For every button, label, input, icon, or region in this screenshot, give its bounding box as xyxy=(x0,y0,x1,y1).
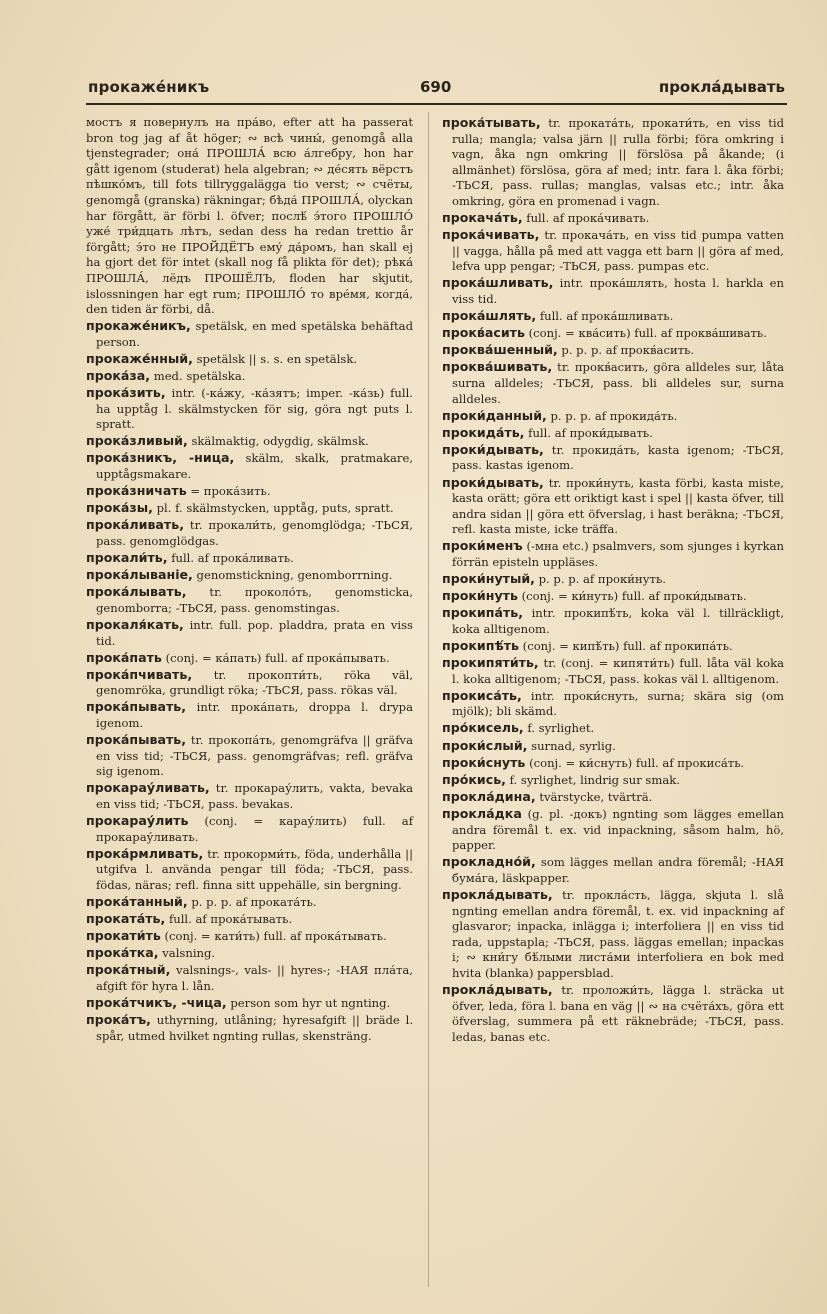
entry-definition: skälmaktig, odygdig, skälmsk. xyxy=(191,434,369,449)
entry-headword: прокла́дывать, xyxy=(442,886,553,902)
entry-headword: прокарау́ливать, xyxy=(86,780,210,796)
dictionary-entry xyxy=(442,210,784,227)
entry-definition: full. af прока́шливать. xyxy=(539,309,674,324)
entry-definition: tvärstycke, tvärträ. xyxy=(539,789,653,804)
entry-headword: прокла́дина, xyxy=(442,788,536,804)
dictionary-entry xyxy=(442,688,784,720)
entry-headword: прока́рмливать, xyxy=(86,845,204,861)
entry-definition: tr. проколо́ть, genomsticka, genomborra; -ТЬСЯ, pass. genomstingas. xyxy=(96,585,413,615)
entry-definition: tr. прокопа́ть, genomgräfva || gräfva en viss tid; -ТЬСЯ, pass. genomgräfvas; refl. gräfva sig igenom. xyxy=(96,733,414,779)
dictionary-entry xyxy=(86,911,413,928)
entry-headword: прокиса́ть, xyxy=(442,687,522,703)
entry-definition: tr. прокопти́ть, röka väl, genomröka, grundligt röka; -ТЬСЯ, pass. rökas väl. xyxy=(96,667,414,698)
entry-headword: прокипяти́ть, xyxy=(442,655,539,671)
entry-definition: tr. проки́нуть, kasta förbi, kasta miste, kasta orätt; göra ett oriktigt kast i spel || kasta öfver, till andra sidan || göra ett öfverslag, i hast beräkna; -ТЬСЯ, refl. kasta miste, icke träffa. xyxy=(452,475,784,537)
header-rule xyxy=(86,103,787,105)
entry-headword: проки́нутый, xyxy=(442,571,535,587)
entry-definition: person som hyr ut ngnting. xyxy=(230,996,391,1011)
entry-headword: прока́ливать, xyxy=(86,517,184,533)
entry-definition: intr. (-ка́жу, -ка́зятъ; imper. -ка́зь) full. ha upptåg l. skälmstycken för sig, göra ngt puts l. spratt. xyxy=(96,386,413,432)
entry-definition: som lägges mellan andra föremål; -НАЯ бума́га, läskpapper. xyxy=(452,855,784,885)
entry-headword: прока́шлять, xyxy=(442,308,537,324)
dictionary-entry xyxy=(86,483,413,500)
entry-definition: мостъ я повернулъ на пра́во, efter att ha passerat bron tog jag af åt höger; ∾ всѣ чины́, genomgå alla tjenstegrader; она́ ПРОШЛА́ всю а́лгебру, hon har gått igenom (studerat) hela algebran; ∾ де́сять вёрстъ пѣшко́мъ, till fots tillryggalägga tio verst; ∾ счёты, genomgå (granska) räkningar; бѣда́ ПРОШЛА́, olyckan har förgått, är förbi l. öfver; послѣ́ э́того ПРОШЛО́ уже́ три́дцать лѣтъ, sedan dess ha redan trettio år förgått; э́то не ПРОЙДЁТЪ ему́ да́ромъ, han skall ej ha gjort det för intet (skall nog få plikta för det); рѣка́ ПРОШЛА́, лёдъ ПРОШЁЛЪ, floden har skjutit, islossningen har egt rum; ПРОШЛО́ то вре́мя, когда́, den tiden är förbi, då. xyxy=(86,115,413,317)
dictionary-entry xyxy=(442,588,784,605)
dictionary-entry xyxy=(442,738,784,755)
entry-definition: intr. full. pop. pladdra, prata en viss tid. xyxy=(96,617,413,648)
entry-definition: tr. прокорми́ть, föda, underhålla || utgifva l. använda pengar till föda; -ТЬСЯ, pass. födas, näras; refl. finna sitt uppehälle, sin bergning. xyxy=(96,846,413,892)
entry-headword: прока́тывать, xyxy=(442,115,541,130)
running-header xyxy=(88,78,785,104)
entry-headword: прока́пать xyxy=(86,649,162,665)
dictionary-entry xyxy=(86,318,413,350)
entry-definition: (conj. = ква́сить) full. af проква́шивать. xyxy=(528,326,767,341)
dictionary-entry xyxy=(442,325,784,342)
entry-headword: прока́зникъ, -ница, xyxy=(86,450,235,466)
dictionary-entry xyxy=(442,425,784,442)
entry-headword: прокипѣ́ть xyxy=(442,638,519,653)
dictionary-entry xyxy=(442,755,784,772)
entry-definition: (conj. = ки́снуть) full. af прокиса́ть. xyxy=(529,755,745,770)
entry-definition: intr. проки́снуть, surna; skära sig (om mjölk); bli skämd. xyxy=(452,688,784,719)
dictionary-entry xyxy=(86,894,413,911)
dictionary-entry xyxy=(442,275,784,307)
entry-headword: проки́нуть xyxy=(442,588,518,604)
entry-definition: tr. прокв́асить, göra alldeles sur, låta surna alldeles; -ТЬСЯ, pass. bli alldeles sur, surna alldeles. xyxy=(452,360,785,406)
entry-headword: прокла́дка xyxy=(442,805,522,821)
entry-headword: проква́шенный, xyxy=(442,342,558,358)
entry-headword: проката́ть, xyxy=(86,911,166,927)
dictionary-entry xyxy=(86,351,413,368)
dictionary-entry xyxy=(86,667,413,699)
entry-headword: проки́дывать, xyxy=(442,441,544,457)
entry-definition: full. af прока́тывать. xyxy=(168,912,293,927)
entry-definition: intr. прока́шлять, hosta l. harkla en viss tid. xyxy=(452,276,785,307)
entry-headword: прокаля́кать, xyxy=(86,616,184,632)
entry-headword: про́кисель, xyxy=(442,720,524,736)
left-column xyxy=(86,115,413,1285)
entry-definition: uthyrning, utlåning; hyresafgift || bräde l. spår, utmed hvilket ngnting rullas, skensträng. xyxy=(96,1013,413,1043)
entry-definition: tr. прокарау́лить, vakta, bevaka en viss tid; -ТЬСЯ, pass. bevakas. xyxy=(96,781,413,811)
entry-definition: (-мна etc.) psalmvers, som sjunges i kyrkan förrän episteln uppläses. xyxy=(452,539,785,570)
dictionary-entry xyxy=(442,442,784,474)
dictionary-entry xyxy=(86,584,413,616)
dictionary-entry xyxy=(442,854,784,886)
dictionary-entry xyxy=(442,475,784,538)
dictionary-entry xyxy=(442,655,784,687)
entry-headword: прокида́ть, xyxy=(442,424,525,440)
entry-definition: (conj. = ки́нуть) full. af проки́дывать. xyxy=(521,589,747,604)
dictionary-entry xyxy=(86,732,413,780)
dictionary-entry xyxy=(86,385,413,433)
entry-definition: skälm, skalk, pratmakare, upptågsmakare. xyxy=(96,451,414,482)
dictionary-entry xyxy=(442,638,784,655)
dictionary-entry xyxy=(86,962,413,994)
entry-headword: прока́за, xyxy=(86,368,151,383)
entry-headword: прока́зы, xyxy=(86,500,153,516)
dictionary-entry xyxy=(86,813,413,845)
entry-definition: (conj. = ка́пать) full. af прока́пывать. xyxy=(165,650,390,665)
entry-definition: p. p. p. af проката́ть. xyxy=(191,895,317,909)
entry-headword: прокати́ть xyxy=(86,928,161,944)
entry-headword: прока́чивать, xyxy=(442,227,540,243)
dictionary-entry xyxy=(86,780,413,812)
dictionary-entry xyxy=(442,772,784,789)
entry-definition: full. af прока́ливать. xyxy=(171,551,294,566)
dictionary-entry xyxy=(86,945,413,962)
entry-headword: прокв́асить xyxy=(442,325,525,341)
dictionary-entry xyxy=(442,720,784,737)
dictionary-entry xyxy=(86,650,413,667)
entry-definition: = прока́зить. xyxy=(190,484,271,499)
entry-definition: (conj. = кипѣ́ть) full. af прокипа́ть. xyxy=(522,639,733,653)
entry-definition: (conj. = карау́лить) full. af прокарау́ливать. xyxy=(96,814,413,844)
entry-definition: f. syrlighet, lindrig sur smak. xyxy=(509,772,680,787)
entry-headword: прокипа́ть, xyxy=(442,605,523,621)
dictionary-entry xyxy=(86,567,413,584)
entry-headword: прока́пывать, xyxy=(86,699,187,715)
entry-definition: (conj. = кати́ть) full. af прока́тывать. xyxy=(164,929,387,944)
entry-definition: p. p. p. af прокида́ть. xyxy=(550,408,678,423)
dictionary-entry xyxy=(86,517,413,549)
entry-headword: проки́дывать, xyxy=(442,474,544,490)
header-left-headword: прокаже́никъ xyxy=(88,78,210,96)
entry-headword: прокаже́никъ, xyxy=(86,318,191,334)
entry-headword: прока́танный, xyxy=(86,894,188,909)
entry-headword: прока́пчивать, xyxy=(86,666,193,682)
entry-headword: прокаже́нный, xyxy=(86,350,193,366)
entry-headword: прокарау́лить xyxy=(86,813,189,829)
dictionary-entry xyxy=(442,227,784,275)
dictionary-entry xyxy=(86,617,413,649)
entry-definition: pl. f. skälmstycken, upptåg, puts, spratt. xyxy=(156,501,394,516)
entry-definition: med. spetälska. xyxy=(153,369,246,383)
entry-definition: intr. прокипѣ́ть, koka väl l. tillräckligt, koka alltigenom. xyxy=(452,606,785,636)
entry-headword: про́кись, xyxy=(442,771,506,787)
dictionary-entry xyxy=(86,433,413,450)
entry-definition: intr. прока́пать, droppa l. drypa igenom. xyxy=(96,700,414,730)
entry-definition: valsnings-, vals- || hyres-; -НАЯ пла́та, afgift för hyra l. lån. xyxy=(96,963,413,993)
entry-headword: проки́слый, xyxy=(442,737,528,753)
header-right-headword: прокла́дывать xyxy=(658,78,785,96)
entry-headword: прока́шливать, xyxy=(442,275,554,291)
entry-definition: surnad, syrlig. xyxy=(531,738,616,753)
dictionary-entry xyxy=(442,982,784,1045)
dictionary-entry xyxy=(442,308,784,325)
entry-definition: tr. проложи́ть, lägga l. sträcka ut öfver, leda, föra l. bana en väg || ∾ на счёта́хъ, göra ett öfverslag, summera på ett räknebräde; -ТЬСЯ, pass. ledas, banas etc. xyxy=(452,982,784,1044)
entry-definition: f. syrlighet. xyxy=(527,721,595,736)
entry-definition: tr. прокида́ть, kasta igenom; -ТЬСЯ, pass. kastas igenom. xyxy=(452,442,784,473)
entry-definition: full. af прока́чивать. xyxy=(526,211,650,226)
dictionary-entry xyxy=(86,1012,413,1044)
entry-headword: прока́зливый, xyxy=(86,433,188,449)
entry-definition: tr. (conj. = кипяти́ть) full. låta väl koka l. koka alltigenom; -ТЬСЯ, pass. kokas väl l. alltigenom. xyxy=(452,656,785,686)
dictionary-entry xyxy=(442,408,784,425)
entry-headword: прокали́ть, xyxy=(86,550,168,566)
dictionary-entry xyxy=(442,605,784,637)
entry-headword: проки́данный, xyxy=(442,407,547,423)
dictionary-entry xyxy=(86,500,413,517)
dictionary-entry xyxy=(86,450,413,482)
dictionary-entry xyxy=(86,699,413,731)
entry-headword: прока́тка, xyxy=(86,945,159,961)
dictionary-entry xyxy=(442,571,784,588)
dictionary-entry xyxy=(86,995,413,1012)
dictionary-entry xyxy=(442,887,784,982)
entry-headword: проки́менъ xyxy=(442,538,523,554)
entry-headword: прокла́дывать, xyxy=(442,981,553,997)
entry-headword: прока́тный, xyxy=(86,962,171,978)
dictionary-entry xyxy=(86,928,413,945)
dictionary-entry xyxy=(442,115,784,210)
entry-definition: full. af проки́дывать. xyxy=(528,425,653,440)
entry-headword: прока́тчикъ, -чица, xyxy=(86,995,227,1011)
entry-headword: прока́лывать, xyxy=(86,584,187,600)
entry-definition: genomstickning, genomborrning. xyxy=(196,568,393,583)
entry-definition: (g. pl. -докъ) ngnting som lägges emellan andra föremål t. ex. vid inpackning, såsom halm, hö, papper. xyxy=(452,806,785,853)
dictionary-entry xyxy=(86,550,413,567)
dictionary-entry xyxy=(442,538,784,570)
entry-definition: spetälsk, en med spetälska behäftad person. xyxy=(96,319,413,349)
entry-headword: прока́зить, xyxy=(86,385,166,401)
entry-headword: прока́лыванiе, xyxy=(86,567,193,583)
page-number: 690 xyxy=(420,78,452,96)
dictionary-entry xyxy=(86,368,413,385)
entry-definition: p. p. p. af проки́нуть. xyxy=(538,572,666,587)
entry-headword: прокача́ть, xyxy=(442,210,523,226)
entry-definition: tr. прокача́ть, en viss tid pumpa vatten || vagga, hålla på med att vagga ett barn || göra af med, lefva upp pengar; -ТЬСЯ, pass. pumpas etc. xyxy=(452,228,784,274)
entry-headword: прока́зничать xyxy=(86,483,187,499)
right-column xyxy=(442,115,784,1285)
column-separator xyxy=(428,112,429,1287)
dictionary-entry xyxy=(442,806,784,854)
entry-headword: прока́тъ, xyxy=(86,1012,151,1028)
entry-headword: прока́пывать, xyxy=(86,732,187,748)
dictionary-entry xyxy=(442,789,784,806)
entry-definition: tr. проката́ть, прокати́ть, en viss tid rulla; mangla; valsa järn || rulla förbi; föra omkring i vagn, åka ngn omkring || förslösa på åkande; (i allmänhet) förslösa, göra af med; intr. fara l. åka förbi; -ТЬСЯ, pass. rullas; manglas, valsas etc.; intr. åka omkring, göra en promenad i vagn. xyxy=(452,116,784,208)
entry-definition: tr. прокали́ть, genomglödga; -ТЬСЯ, pass. genomglödgas. xyxy=(96,518,413,548)
dictionary-entry xyxy=(86,846,413,894)
entry-headword: проки́снуть xyxy=(442,754,526,770)
entry-definition: spetälsk || s. s. en spetälsk. xyxy=(196,351,358,366)
entry-headword: прокладно́й, xyxy=(442,854,536,870)
entry-headword: проква́шивать, xyxy=(442,359,553,375)
dictionary-entry xyxy=(442,342,784,359)
dictionary-entry xyxy=(442,359,784,407)
entry-definition: valsning. xyxy=(162,946,216,961)
dictionary-entry xyxy=(86,115,413,318)
entry-definition: p. p. p. af прокв́асить. xyxy=(561,343,695,358)
entry-definition: tr. прокла́сть, lägga, skjuta l. slå ngnting emellan andra föremål, t. ex. vid inpackning af glasvaror; inpacka, inlägga i; interfoliera || en viss tid rada, uppstapla; -ТЬСЯ, pass. läggas emellan; inpackas i; ∾ кни́гу бѣ́лыми листа́ми interfoliera en bok med hvita (blanka) pappersblad. xyxy=(452,887,785,980)
